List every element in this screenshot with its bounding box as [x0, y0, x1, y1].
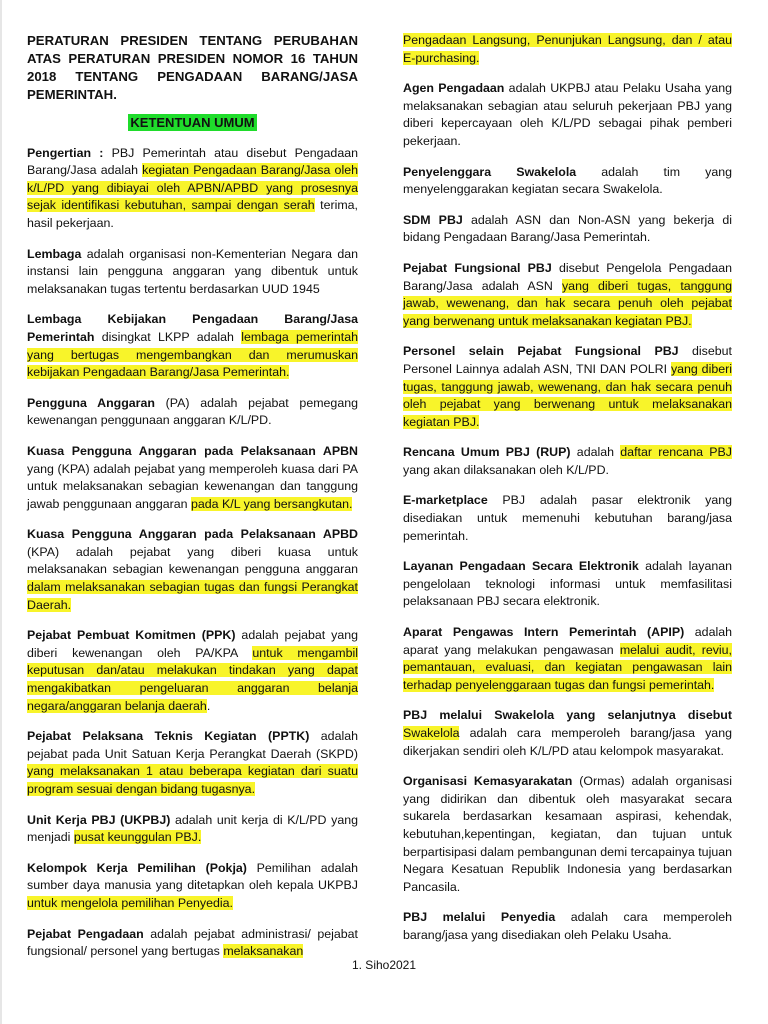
definition-term: Pejabat Fungsional PBJ: [403, 260, 552, 275]
definition-term: PBJ melalui Swakelola yang selanjutnya disebut: [403, 708, 732, 723]
highlighted-text: yang diberi tugas, tanggung jawab, wewenang, dan hak secara penuh oleh pejabat yang berwenang untuk melaksanakan kegiatan PBJ.: [403, 361, 732, 429]
definition-entry: [403, 260, 732, 330]
highlighted-text: kegiatan Pengadaan Barang/Jasa oleh k/L/PD yang dibiayai oleh APBN/APBD yang prosesnya sejak identifikasi kebutuhan, sampai dengan serah: [27, 163, 358, 213]
definition-text: yang (KPA) adalah pejabat yang memperoleh kuasa dari PA untuk melaksanakan sebagian kewenangan dan tanggung jawab penggunaan anggaran: [27, 461, 358, 511]
definition-text: .: [206, 698, 211, 713]
section-heading: [27, 114, 358, 133]
definition-term: Layanan Pengadaan Secara Elektronik: [403, 559, 639, 574]
definition-text: adalah cara memperoleh barang/jasa yang disediakan oleh Pelaku Usaha.: [403, 910, 732, 942]
definition-text: disebut Personel Lainnya adalah ASN, TNI DAN POLRI: [403, 344, 732, 376]
definition-text: disingkat LKPP adalah: [94, 329, 242, 344]
highlighted-text: pada K/L yang bersangkutan.: [190, 496, 353, 511]
definition-entry: [27, 860, 358, 913]
definition-entry: [27, 926, 358, 961]
definition-term: Organisasi Kemasyarakatan: [403, 774, 573, 789]
definition-term: Pengguna Anggaran: [27, 395, 155, 410]
definition-entry: [403, 909, 732, 944]
definition-text: disebut Pengelola Pengadaan Barang/Jasa adalah ASN: [403, 260, 732, 293]
definition-term: Lembaga: [27, 246, 82, 261]
definition-text: adalah pejabat administrasi/ pejabat fungsional/ personel yang bertugas: [27, 926, 358, 959]
definition-term: Aparat Pengawas Intern Pemerintah (APIP): [403, 625, 685, 640]
definition-text: adalah pejabat pada Unit Satuan Kerja Perangkat Daerah (SKPD): [27, 729, 358, 761]
definition-entry: [27, 627, 358, 715]
section-heading-label: KETENTUAN UMUM: [130, 115, 255, 130]
definition-term: PBJ melalui Penyedia: [403, 910, 556, 925]
definition-text: adalah cara memperoleh barang/jasa yang dikerjakan sendiri oleh K/L/PD atau kelompok masyarakat.: [403, 726, 732, 758]
definition-text: terima, hasil pekerjaan.: [27, 198, 358, 230]
highlighted-text: Swakelola: [403, 726, 460, 740]
definition-entry: [27, 145, 358, 233]
definition-text: PBJ adalah pasar elektronik yang disediakan untuk memenuhi kebutuhan barang/jasa pemerintah.: [403, 493, 732, 543]
definition-term: Pejabat Pembuat Komitmen (PPK): [27, 628, 236, 643]
left-entries: [27, 145, 358, 961]
definition-term: Rencana Umum PBJ (RUP): [403, 445, 571, 460]
definition-term: Unit Kerja PBJ (UKPBJ): [27, 812, 171, 827]
highlighted-text: pusat keunggulan PBJ.: [73, 830, 202, 845]
definition-entry: [403, 558, 732, 611]
definition-term: Kuasa Pengguna Anggaran pada Pelaksanaan APBD: [27, 527, 358, 542]
definition-text: (PA) adalah pejabat pemegang kewenangan penggunaan anggaran K/L/PD.: [27, 395, 358, 428]
definition-text: adalah layanan pengelolaan teknologi informasi untuk memfasilitasi pelaksanaan PBJ secara elektronik.: [403, 559, 733, 609]
definition-term: Agen Pengadaan: [403, 81, 505, 96]
definition-text: adalah pejabat yang diberi kewenangan oleh PA/KPA: [27, 628, 359, 660]
right-column: [403, 32, 732, 958]
definition-text: adalah: [570, 445, 621, 460]
definition-entry: [403, 492, 732, 545]
highlighted-text: Pengadaan Langsung, Penunjukan Langsung, dan / atau E-purchasing.: [403, 33, 732, 65]
definition-term: Kuasa Pengguna Anggaran pada Pelaksanaan APBN: [27, 443, 358, 458]
definition-entry: [403, 343, 732, 431]
definition-entry: [403, 707, 732, 760]
page-footer: 1. Siho2021: [351, 958, 417, 972]
definition-term: SDM PBJ: [403, 212, 463, 227]
definition-entry: [403, 624, 732, 694]
definition-text: PBJ Pemerintah atau disebut Pengadaan Barang/Jasa adalah: [27, 145, 358, 178]
highlighted-text: daftar rencana PBJ: [620, 445, 733, 460]
definition-term: Penyelenggara Swakelola: [403, 164, 577, 179]
definition-text: adalah aparat yang melakukan pengawasan: [403, 625, 732, 657]
definition-term: Personel selain Pejabat Fungsional PBJ: [403, 344, 679, 359]
highlighted-text: lembaga pemerintah yang bertugas mengembangkan dan merumuskan kebijakan Pengadaan Barang/Jasa Pemerintah.: [27, 329, 359, 380]
document-title: PERATURAN PRESIDEN TENTANG PERUBAHAN ATAS PERATURAN PRESIDEN NOMOR 16 TAHUN 2018 TENTANG PENGADAAN BARANG/JASA PEMERINTAH.: [27, 33, 358, 102]
definition-entry: [27, 526, 358, 614]
page-edge: [0, 0, 2, 1024]
highlighted-text: untuk mengelola pemilihan Penyedia.: [27, 895, 233, 910]
definition-term: Lembaga Kebijakan Pengadaan Barang/Jasa Pemerintah: [27, 312, 358, 344]
definition-entry: [27, 311, 358, 381]
definition-text: adalah organisasi non-Kementerian Negara dan instansi lain pengguna anggaran yang dibentuk untuk melaksanakan tugas tertentu berdasarkan UUD 1945: [27, 246, 358, 296]
definition-entry: [403, 164, 732, 199]
definition-entry: [403, 444, 732, 479]
definition-entry: [27, 728, 358, 798]
definition-text: adalah unit kerja di K/L/PD yang menjadi: [27, 812, 358, 845]
highlighted-text: melaksanakan: [223, 944, 304, 959]
definition-term: Pengertian :: [27, 145, 104, 160]
definition-text: adalah ASN dan Non-ASN yang bekerja di bidang Pengadaan Barang/Jasa Pemerintah.: [403, 212, 732, 245]
definition-entry: [27, 812, 358, 847]
definition-entry: [403, 212, 732, 247]
definition-entry: [27, 246, 358, 299]
definition-term: Pejabat Pelaksana Teknis Kegiatan (PPTK): [27, 729, 310, 744]
definition-text: adalah UKPBJ atau Pelaku Usaha yang melaksanakan sebagian atau seluruh pekerjaan PBJ yang diberi kepercayaan oleh K/L/PD sebagai pihak pemberi pekerjaan.: [403, 81, 732, 148]
definition-entry: [403, 773, 732, 896]
definition-entry: [403, 32, 732, 67]
definition-entry: [403, 80, 732, 150]
definition-text: (KPA) adalah pejabat yang diberi kuasa untuk melaksanakan sebagian kewenangan pengguna anggaran: [27, 544, 358, 577]
definition-text: Pemilihan adalah sumber daya manusia yang ditetapkan oleh kepala UKPBJ: [27, 860, 358, 893]
definition-text: yang akan dilaksanakan oleh K/L/PD.: [403, 462, 609, 477]
highlighted-text: yang melaksanakan 1 atau beberapa kegiatan dari suatu program sesuai dengan bidang tugasnya.: [27, 764, 358, 796]
definition-entry: [27, 395, 358, 430]
right-entries: [403, 32, 732, 945]
definition-text: adalah tim yang menyelenggarakan kegiatan secara Swakelola.: [403, 164, 732, 197]
definition-term: Pejabat Pengadaan: [27, 926, 144, 941]
definition-entry: [27, 443, 358, 513]
definition-term: Kelompok Kerja Pemilihan (Pokja): [27, 860, 247, 875]
highlighted-text: yang diberi tugas, tanggung jawab, wewenang, dan hak secara penuh oleh pejabat yang berwenang untuk melaksanakan kegiatan PBJ.: [403, 278, 732, 328]
highlighted-text: melalui audit, reviu, pemantauan, evaluasi, dan kegiatan pengawasan lain terhadap penyelenggaraan tugas dan fungsi pemerintah.: [403, 642, 733, 692]
highlighted-text: untuk mengambil keputusan dan/atau melakukan tindakan yang dapat mengakibatkan pengeluaran anggaran belanja negara/anggaran belanja daerah: [27, 645, 359, 713]
left-column: [27, 32, 358, 974]
definition-term: E-marketplace: [403, 493, 488, 508]
definition-text: (Ormas) adalah organisasi yang didirikan dan dibentuk oleh masyarakat secara sukarela berdasarkan kesamaan aspirasi, kehendak, kebutuhan,kepentingan, kegiatan, dan tujuan untuk berpartisipasi dalam pembangunan demi tercapainya tujuan Negara Kesatuan Republik Indonesia yang berdasarkan Pancasila.: [403, 774, 732, 894]
highlighted-text: dalam melaksanakan sebagian tugas dan fungsi Perangkat Daerah.: [27, 580, 358, 612]
